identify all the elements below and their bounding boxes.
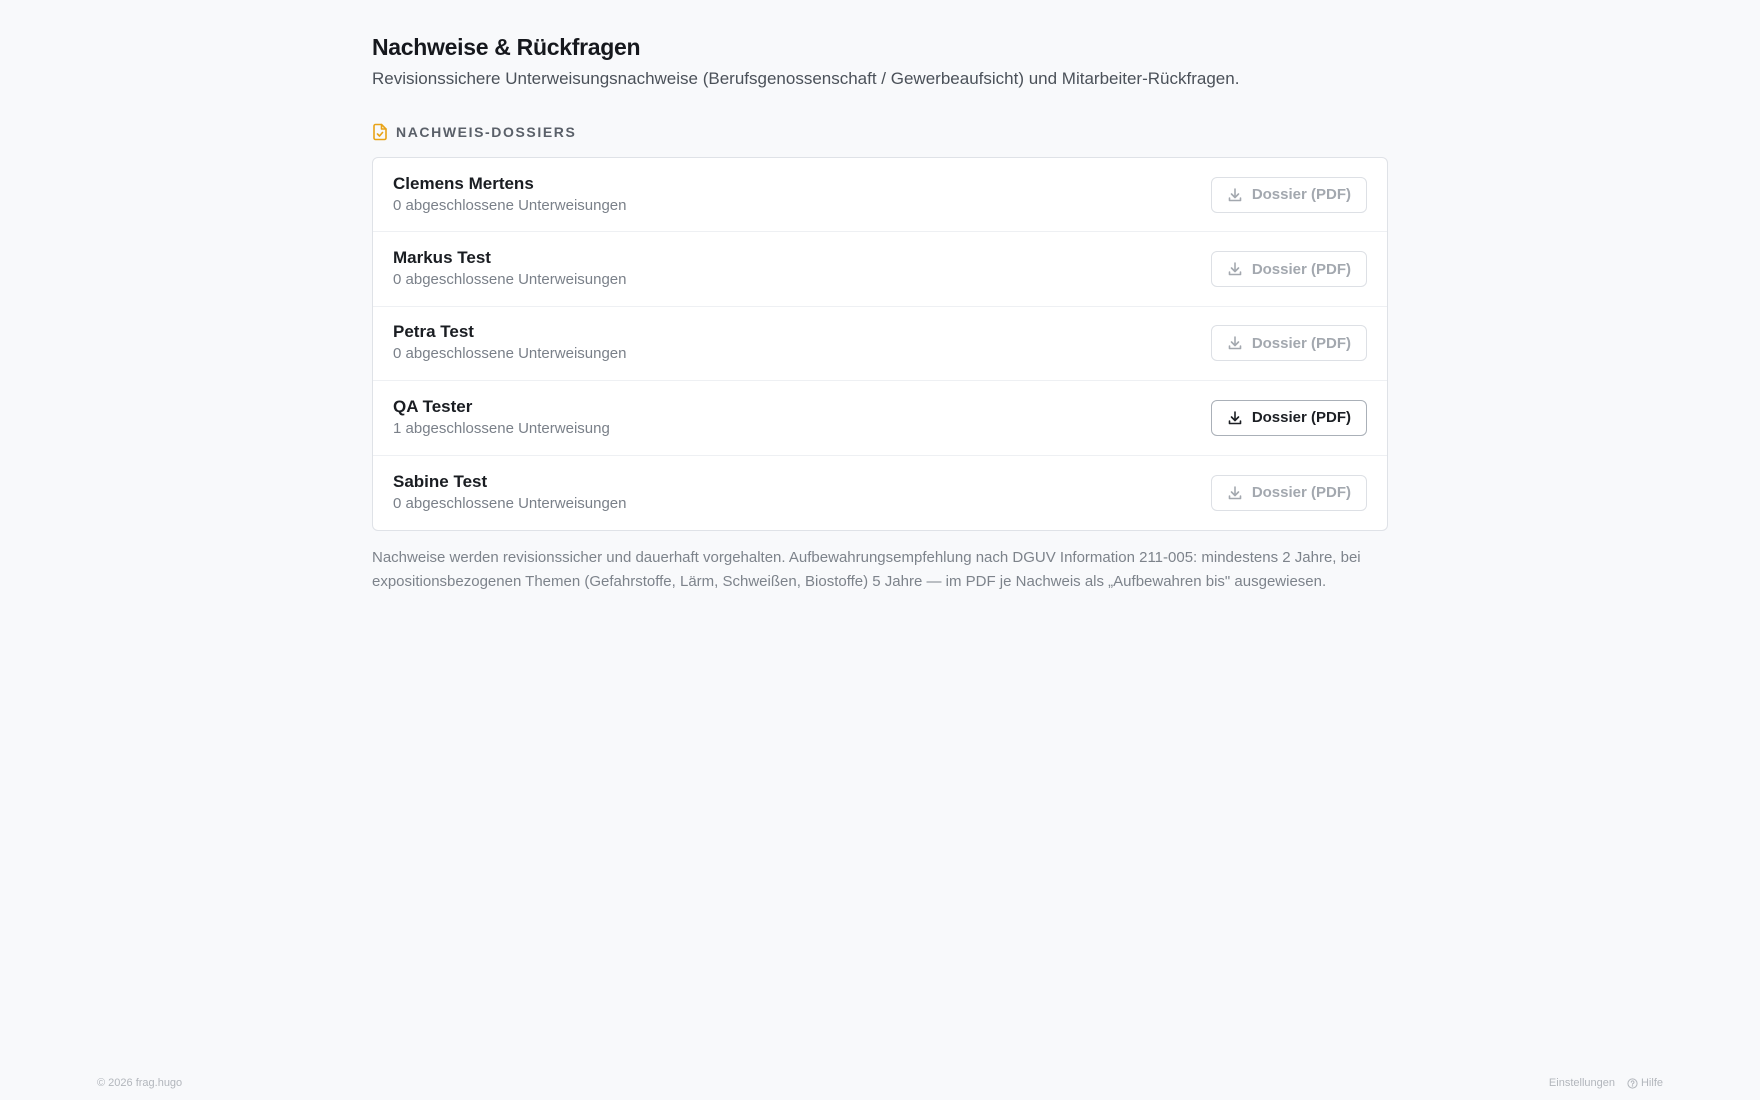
- download-icon: [1227, 485, 1243, 501]
- download-icon: [1227, 335, 1243, 351]
- file-check-icon: [372, 123, 388, 141]
- person-name: Petra Test: [393, 322, 474, 342]
- button-label: Dossier (PDF): [1251, 409, 1351, 427]
- person-name: Sabine Test: [393, 471, 488, 491]
- dossier-list: [372, 157, 1388, 531]
- download-dossier-button[interactable]: [1211, 475, 1367, 511]
- download-dossier-button[interactable]: [1211, 251, 1367, 287]
- settings-link[interactable]: Einstellungen: [1548, 1077, 1615, 1089]
- person-info: [393, 173, 627, 217]
- page-subtitle: Revisionssichere Unterweisungsnachweise (Berufsgenossenschaft / Gewerbeaufsicht) und Mitarbeiter-Rückfragen.: [372, 69, 1240, 88]
- person-name: Markus Test: [393, 248, 491, 268]
- completed-count: 0 abgeschlossene Unterweisungen: [393, 345, 627, 363]
- completed-count: 0 abgeschlossene Unterweisungen: [393, 196, 627, 214]
- download-icon: [1227, 261, 1243, 277]
- section-label: NACHWEIS-DOSSIERS: [396, 124, 577, 140]
- help-link[interactable]: [1627, 1077, 1663, 1089]
- button-label: Dossier (PDF): [1251, 484, 1351, 502]
- download-dossier-button[interactable]: [1211, 325, 1367, 361]
- button-label: Dossier (PDF): [1251, 186, 1351, 204]
- list-item: [373, 307, 1387, 381]
- retention-note: Nachweise werden revisionssicher und dauerhaft vorgehalten. Aufbewahrungsempfehlung nach DGUV Information 211-005: mindestens 2 Jahre, bei expositionsbezogenen Themen (Gefahrstoffe, Lärm, Schweißen, Biostoffe) 5 Jahre — im PDF je Nachweis als „Aufbewahren bis" ausgewiesen.: [372, 548, 1361, 590]
- list-item: [373, 158, 1387, 232]
- download-icon: [1227, 410, 1243, 426]
- list-item: [373, 232, 1387, 306]
- page-title: Nachweise & Rückfragen: [372, 34, 641, 60]
- person-info: [393, 471, 627, 515]
- completed-count: 0 abgeschlossene Unterweisungen: [393, 271, 627, 289]
- section-header: [372, 122, 1388, 142]
- help-circle-icon: [1627, 1078, 1638, 1089]
- download-icon: [1227, 187, 1243, 203]
- list-item: [373, 381, 1387, 455]
- button-label: Dossier (PDF): [1251, 334, 1351, 352]
- list-item: [373, 456, 1387, 530]
- footer-copyright: © 2026 frag.hugo: [97, 1077, 183, 1089]
- download-dossier-button[interactable]: [1211, 177, 1367, 213]
- person-info: [393, 247, 627, 291]
- completed-count: 1 abgeschlossene Unterweisung: [393, 419, 610, 437]
- person-info: [393, 321, 627, 365]
- button-label: Dossier (PDF): [1251, 260, 1351, 278]
- main-content: [372, 30, 1388, 594]
- footer-links: [1537, 1077, 1663, 1089]
- person-name: Clemens Mertens: [393, 173, 534, 193]
- download-dossier-button[interactable]: [1211, 400, 1367, 436]
- person-info: [393, 396, 610, 440]
- person-name: QA Tester: [393, 396, 473, 416]
- help-label: Hilfe: [1640, 1077, 1663, 1089]
- completed-count: 0 abgeschlossene Unterweisungen: [393, 494, 627, 512]
